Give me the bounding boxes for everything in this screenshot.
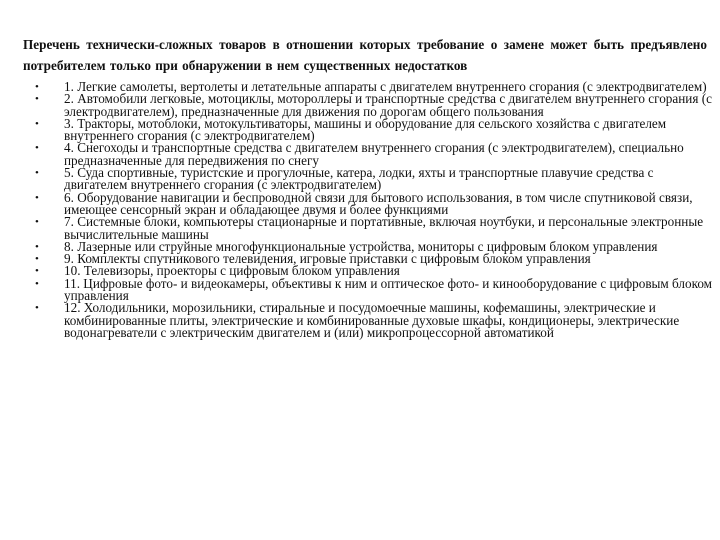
list-item (0, 189, 720, 217)
bullet-icon: • (35, 167, 39, 180)
list-item (0, 275, 720, 304)
bullet-icon: • (35, 81, 39, 93)
list-item (0, 302, 720, 339)
list-item-text: 4. Снегоходы и транспортные средства с двигателем внутреннего сгорания (с электродвигателем), специально предназначенные для передвижения по снегу (64, 140, 684, 168)
list-item-text: 7. Системные блоки, компьютеры стационарные и портативные, включая ноутбуки, и персональные электронные вычислительные машины (64, 214, 704, 242)
list-item (0, 93, 720, 118)
list-item (0, 216, 720, 241)
list-item-text: 11. Цифровые фото- и видеокамеры, объективы к ним и оптическое фото- и кинооборудование с цифровым блоком управления (64, 275, 713, 304)
bullet-icon: • (35, 216, 39, 229)
bullet-icon: • (35, 93, 39, 106)
list-item (0, 142, 720, 167)
bullet-icon: • (35, 240, 39, 253)
goods-list (0, 81, 720, 339)
list-item-text: 8. Лазерные или струйные многофункциональные устройства, мониторы с цифровым блоком управления (64, 238, 658, 254)
list-item (0, 167, 720, 192)
bullet-icon: • (35, 265, 39, 278)
bullet-icon: • (35, 191, 39, 204)
list-item-text: 12. Холодильники, морозильники, стиральные и посудомоечные машины, кофемашины, электрические и комбинированные плиты, электрические и комбинированные духовые шкафы, кондиционеры, электрические водонагреватели с электрическим двигателем и (или) микропроцессорной автоматикой (64, 300, 680, 340)
list-item-text: 3. Тракторы, мотоблоки, мотокультиваторы, машины и оборудование для сельского хозяйства с двигателем внутреннего сгорания (с электродвигателем) (64, 115, 667, 144)
bullet-icon: • (35, 302, 39, 315)
list-item-text: 10. Телевизоры, проекторы с цифровым блоком управления (64, 263, 400, 279)
bullet-icon: • (35, 253, 39, 266)
list-item-text: 2. Автомобили легковые, мотоциклы, мотороллеры и транспортные средства с двигателем внутреннего сгорания (с электродвигателем), предназначенные для движения по дорогам общего пользования (64, 91, 712, 119)
bullet-icon: • (35, 142, 39, 155)
list-item-text: 1. Легкие самолеты, вертолеты и летательные аппараты с двигателем внутреннего сгорания (с электродвигателем) (64, 79, 707, 94)
list-item-text: 9. Комплекты спутникового телевидения, игровые приставки с цифровым блоком управления (64, 251, 591, 267)
page-title: Перечень технически-сложных товаров в отношении которых требование о замене может быть предъявлено потребителем только при обнаружении в нем существенных недостатков (23, 37, 707, 73)
list-item-text: 5. Суда спортивные, туристские и прогулочные, катера, лодки, яхты и транспортные плавучие средства с двигателем внутреннего сгорания (с электродвигателем) (64, 165, 654, 193)
list-item-text: 6. Оборудование навигации и беспроводной связи для бытового использования, в том числе спутниковой связи, имеющее сенсорный экран и обладающее двумя и более функциями (64, 189, 693, 217)
bullet-icon: • (35, 117, 39, 130)
bullet-icon: • (35, 277, 39, 290)
list-item (0, 115, 720, 144)
